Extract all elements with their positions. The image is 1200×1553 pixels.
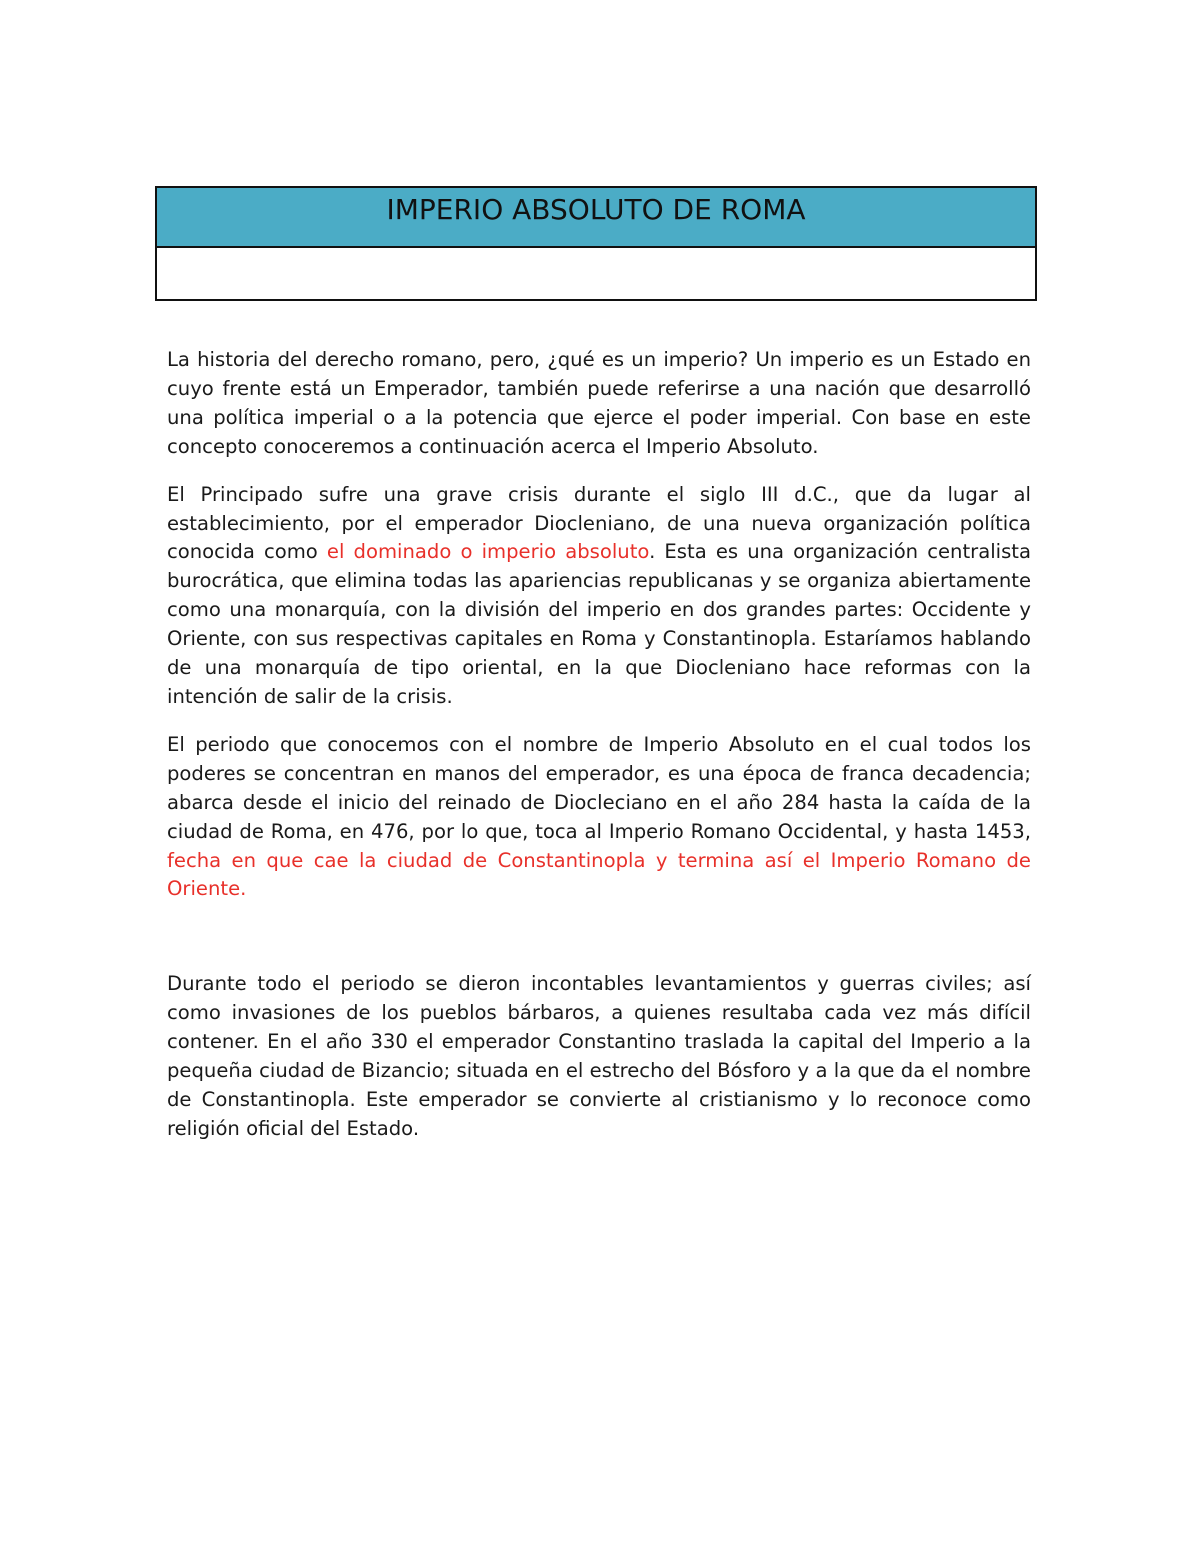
document-title: IMPERIO ABSOLUTO DE ROMA <box>157 188 1035 248</box>
paragraph-intro-text: La historia del derecho romano, pero, ¿qué es un imperio? Un imperio es un Estado en cuyo frente está un Emperador, también puede referirse a una nación que desarrolló una política imperial o a la potencia que ejerce el poder imperial. Con base en este concepto conoceremos a continuación acerca el Imperio Absoluto. <box>167 348 1031 458</box>
paragraph-principado-text-before: El Principado sufre una grave crisis durante el siglo III d.C., que da lugar al establecimiento, por el emperador Diocleniano, de una nueva organización política conocida como <box>167 482 1031 564</box>
subtitle-cell <box>157 248 1035 299</box>
paragraph-principado <box>167 481 1031 712</box>
paragraph-periodo-text-before: El periodo que conocemos con el nombre de Imperio Absoluto en el cual todos los poderes se concentran en manos del emperador, es una época de franca decadencia; abarca desde el inicio del reinado de Diocleciano en el año 284 hasta la caída de la ciudad de Roma, en 476, por lo que, toca al Imperio Romano Occidental, y hasta 1453, <box>167 732 1031 843</box>
title-table <box>155 186 1037 301</box>
paragraph-intro <box>167 346 1031 462</box>
document-body <box>167 346 1031 1144</box>
paragraph-principado-text-after: . Esta es una organización centralista burocrática, que elimina todas las apariencias republicanas y se organiza abiertamente como una monarquía, con la división del imperio en dos grandes partes: Occidente y Oriente, con sus respectivas capitales en Roma y Constantinopla. Estaríamos hablando de una monarquía de tipo oriental, en la que Diocleniano hace reformas con la intención de salir de la crisis. <box>167 540 1032 708</box>
paragraph-levantamientos <box>167 970 1031 1143</box>
highlighted-text: el dominado o imperio absoluto <box>326 540 650 564</box>
paragraph-levantamientos-text: Durante todo el periodo se dieron incontables levantamientos y guerras civiles; así como invasiones de los pueblos bárbaros, a quienes resultaba cada vez más difícil contener. En el año 330 el emperador Constantino traslada la capital del Imperio a la pequeña ciudad de Bizancio; situada en el estrecho del Bósforo y a la que da el nombre de Constantinopla. Este emperador se convierte al cristianismo y lo reconoce como religión oficial del Estado. <box>167 972 1031 1140</box>
highlighted-text: fecha en que cae la ciudad de Constantinopla y termina así el Imperio Romano de Oriente. <box>167 848 1031 901</box>
paragraph-periodo <box>167 731 1031 904</box>
